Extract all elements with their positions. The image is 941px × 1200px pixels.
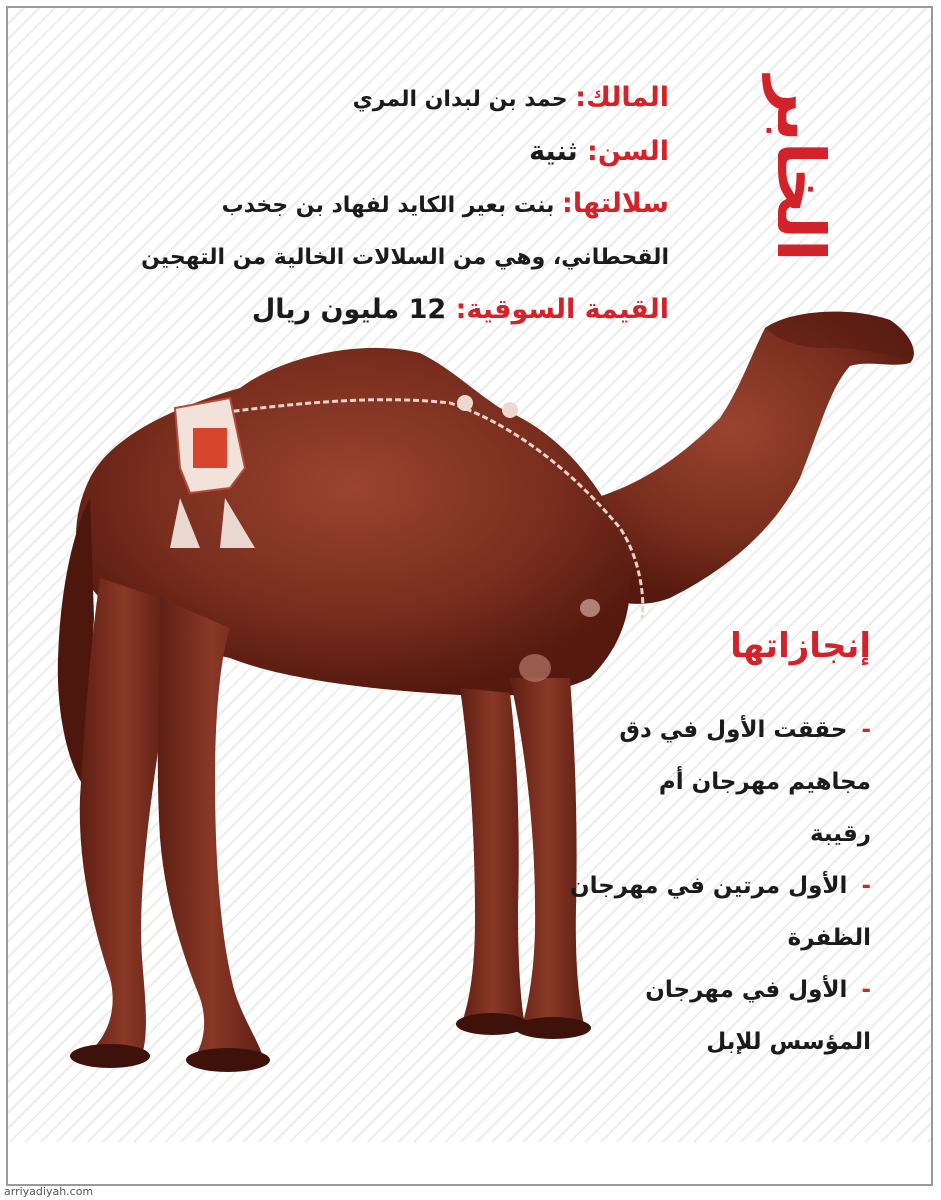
achievement-text: المؤسس للإبل: [706, 1029, 871, 1055]
camel-hind-leg-front: [158, 598, 265, 1063]
camel-hind-leg-back: [80, 578, 168, 1060]
achievements-list: [541, 704, 871, 1068]
market-label: القيمة السوقية:: [455, 294, 669, 325]
achievement-text: الأول في مهرجان: [645, 977, 848, 1003]
camel-hoof-2: [186, 1048, 270, 1072]
lineage-line-2: [89, 232, 669, 284]
camel-knee-pad: [519, 654, 551, 682]
camel-tassel-small-2: [502, 402, 518, 418]
owner-line: [89, 72, 669, 126]
camel-elbow-pad: [580, 599, 600, 617]
achievement-bullet: -: [861, 717, 871, 743]
achievement-text: رقيبة: [809, 821, 871, 847]
achievement-line: [541, 808, 871, 860]
market-value: 12 مليون ريال: [251, 294, 447, 325]
achievement-text: الأول مرتين في مهرجان: [569, 873, 848, 899]
site-credit[interactable]: arriyadiyah.com: [4, 1185, 94, 1198]
age-value: ثنية: [529, 136, 578, 167]
achievement-line: [541, 756, 871, 808]
camel-front-leg-back: [460, 688, 525, 1026]
owner-label: المالك:: [575, 82, 669, 113]
lineage-label: سلالتها:: [562, 188, 669, 219]
achievement-line: [541, 1016, 871, 1068]
achievement-bullet: -: [861, 873, 871, 899]
achievement-text: حققت الأول في دق: [619, 717, 848, 743]
achievement-text: مجاهيم مهرجان أم: [658, 769, 871, 795]
camel-hoof-1: [70, 1044, 150, 1068]
camel-hoof-3: [456, 1013, 528, 1035]
achievement-line: [541, 912, 871, 964]
age-label: السن:: [587, 136, 669, 167]
achievement-line: [541, 860, 871, 912]
bottom-band: [8, 1142, 931, 1184]
lineage-value-1: بنت بعير الكايد لفهاد بن جخدب: [221, 193, 555, 218]
lineage-value-2: القحطاني، وهي من السلالات الخالية من التهجين: [141, 245, 669, 270]
age-line: [89, 126, 669, 178]
page-frame: [6, 6, 933, 1186]
achievement-line: [541, 964, 871, 1016]
achievement-text: الظفرة: [787, 925, 871, 951]
achievements-title: إنجازاتها: [730, 626, 871, 666]
achievement-line: [541, 704, 871, 756]
achievement-bullet: -: [861, 977, 871, 1003]
camel-name-title: الخابر: [762, 76, 839, 262]
lineage-line: [89, 178, 669, 232]
owner-value: حمد بن لبدان المري: [352, 87, 568, 112]
camel-tassel-small-1: [457, 395, 473, 411]
camel-info-block: [89, 72, 669, 336]
